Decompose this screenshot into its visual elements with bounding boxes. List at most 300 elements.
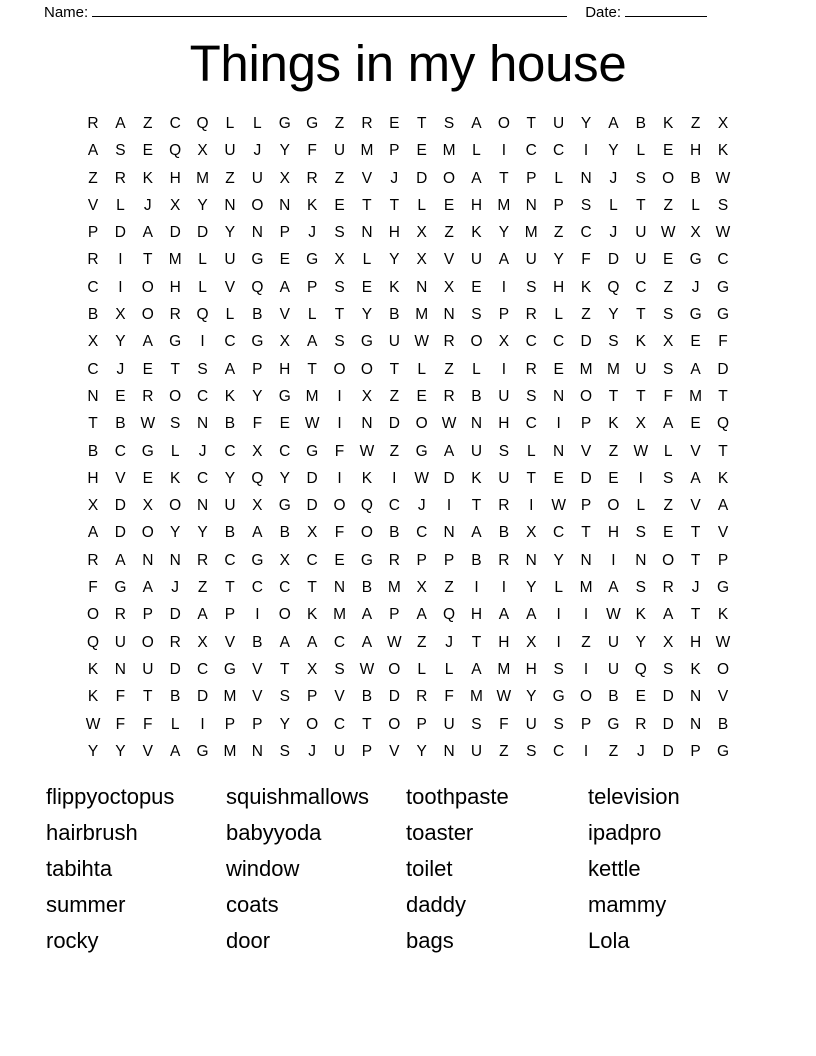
grid-cell[interactable]: S [553,715,564,733]
grid-cell[interactable]: A [416,606,427,624]
grid-cell[interactable]: C [553,333,565,351]
grid-cell[interactable]: P [690,742,701,760]
grid-cell[interactable]: X [306,660,318,678]
grid-cell[interactable]: Y [197,196,208,214]
grid-cell[interactable]: N [553,442,565,460]
grid-cell[interactable]: Q [169,142,182,160]
grid-cell[interactable]: V [580,442,592,460]
grid-cell[interactable]: P [498,306,510,324]
grid-cell[interactable]: P [224,606,236,624]
grid-cell[interactable]: G [251,333,264,351]
grid-cell[interactable]: X [142,497,153,515]
grid-cell[interactable]: V [224,278,236,296]
grid-cell[interactable]: H [470,196,483,214]
grid-cell[interactable]: R [87,551,99,569]
grid-cell[interactable]: L [554,169,563,187]
grid-cell[interactable]: O [141,278,154,296]
grid-cell[interactable]: S [471,306,482,324]
grid-cell[interactable]: P [416,715,427,733]
grid-cell[interactable]: N [361,415,373,433]
grid-cell[interactable]: M [606,360,620,378]
grid-cell[interactable]: X [526,524,537,542]
grid-cell[interactable]: T [389,196,400,214]
grid-cell[interactable]: N [443,742,455,760]
grid-cell[interactable]: J [609,224,618,242]
grid-cell[interactable]: T [526,469,536,487]
grid-cell[interactable]: V [115,469,126,487]
grid-cell[interactable]: P [306,278,318,296]
grid-cell[interactable]: S [498,442,510,460]
grid-cell[interactable]: L [170,442,180,460]
grid-cell[interactable]: Z [334,115,345,132]
grid-cell[interactable]: I [583,606,589,624]
grid-cell[interactable]: L [225,115,235,132]
grid-cell[interactable]: N [251,224,263,242]
grid-cell[interactable]: N [251,742,263,760]
grid-cell[interactable]: S [553,660,564,678]
grid-cell[interactable]: S [526,278,537,296]
grid-cell[interactable]: D [114,224,126,242]
grid-cell[interactable]: R [443,387,455,405]
grid-cell[interactable]: I [556,415,561,433]
grid-cell[interactable]: N [169,551,181,569]
grid-cell[interactable]: L [526,442,536,460]
grid-cell[interactable]: G [141,442,154,460]
grid-cell[interactable]: M [223,688,237,706]
grid-cell[interactable]: U [251,169,263,187]
grid-cell[interactable]: T [88,415,98,433]
grid-cell[interactable]: R [169,633,181,651]
grid-cell[interactable]: U [224,251,236,269]
grid-cell[interactable]: J [253,142,262,160]
grid-cell[interactable]: G [169,333,182,351]
grid-cell[interactable]: A [361,606,373,624]
grid-cell[interactable]: D [388,415,400,433]
grid-cell[interactable]: C [306,551,318,569]
grid-cell[interactable]: U [498,387,510,405]
grid-cell[interactable]: G [716,278,730,296]
grid-cell[interactable]: P [717,551,729,569]
grid-cell[interactable]: G [196,742,209,760]
grid-cell[interactable]: M [168,251,182,269]
grid-cell[interactable]: J [143,196,152,214]
grid-cell[interactable]: B [170,688,181,706]
grid-cell[interactable]: A [608,115,619,132]
grid-cell[interactable]: S [526,387,537,405]
grid-cell[interactable]: S [635,579,646,597]
grid-cell[interactable]: P [580,715,592,733]
grid-cell[interactable]: P [224,715,236,733]
grid-cell[interactable]: U [114,633,126,651]
grid-cell[interactable]: L [554,306,563,324]
grid-cell[interactable]: E [389,115,400,132]
grid-cell[interactable]: J [609,169,618,187]
grid-cell[interactable]: N [525,551,537,569]
grid-cell[interactable]: S [717,196,729,214]
grid-cell[interactable]: I [118,251,123,269]
grid-cell[interactable]: R [635,715,647,733]
grid-cell[interactable]: W [715,633,731,651]
grid-cell[interactable]: R [306,169,318,187]
grid-cell[interactable]: R [361,115,373,132]
grid-cell[interactable]: T [499,169,509,187]
grid-cell[interactable]: U [142,660,154,678]
grid-cell[interactable]: Z [581,306,591,324]
grid-cell[interactable]: I [337,469,342,487]
word-list-item[interactable]: coats [226,892,279,917]
grid-cell[interactable]: I [529,497,534,515]
grid-cell[interactable]: P [87,224,99,242]
grid-cell[interactable]: E [608,469,619,487]
grid-cell[interactable]: Z [553,224,564,242]
grid-cell[interactable]: E [690,333,701,351]
grid-cell[interactable]: T [636,196,646,214]
grid-cell[interactable]: C [388,497,400,515]
grid-cell[interactable]: S [443,115,455,132]
word-list-item[interactable]: toaster [406,820,474,845]
grid-cell[interactable]: W [304,415,320,433]
grid-cell[interactable]: M [415,306,429,324]
grid-cell[interactable]: L [198,251,207,269]
grid-cell[interactable]: M [442,142,456,160]
grid-cell[interactable]: I [118,278,123,296]
grid-cell[interactable]: K [635,333,646,351]
grid-cell[interactable]: K [170,469,181,487]
grid-cell[interactable]: C [525,333,537,351]
word-list-item[interactable]: toilet [406,856,453,881]
grid-cell[interactable]: A [608,579,619,597]
word-list-item[interactable]: television [588,784,680,809]
grid-cell[interactable]: G [278,387,291,405]
grid-cell[interactable]: R [416,688,428,706]
grid-cell[interactable]: G [360,333,373,351]
grid-cell[interactable]: S [115,142,126,160]
grid-cell[interactable]: U [388,333,400,351]
grid-cell[interactable]: P [279,224,290,242]
grid-cell[interactable]: D [580,333,592,351]
grid-cell[interactable]: N [279,196,291,214]
grid-cell[interactable]: F [252,415,263,433]
grid-cell[interactable]: T [389,360,400,378]
grid-cell[interactable]: Z [581,633,591,651]
grid-cell[interactable]: U [635,360,647,378]
grid-cell[interactable]: Y [87,742,99,760]
word-list-item[interactable]: toothpaste [406,784,509,809]
grid-cell[interactable]: I [392,469,397,487]
grid-cell[interactable]: V [224,633,236,651]
grid-cell[interactable]: Y [115,333,126,351]
grid-cell[interactable]: A [471,169,482,187]
grid-cell[interactable]: B [252,306,263,324]
grid-cell[interactable]: A [115,115,126,132]
grid-cell[interactable]: E [142,142,153,160]
grid-cell[interactable]: U [224,497,236,515]
grid-cell[interactable]: D [607,251,620,269]
grid-cell[interactable]: F [115,688,126,706]
grid-cell[interactable]: D [717,360,729,378]
grid-cell[interactable]: N [361,224,373,242]
grid-cell[interactable]: Y [580,115,592,132]
grid-cell[interactable]: K [389,278,400,296]
grid-cell[interactable]: O [580,688,593,706]
grid-cell[interactable]: T [690,524,701,542]
grid-cell[interactable]: D [306,497,318,515]
grid-cell[interactable]: N [114,660,126,678]
grid-cell[interactable]: S [580,196,592,214]
grid-cell[interactable]: N [525,196,537,214]
grid-cell[interactable]: E [663,524,674,542]
grid-cell[interactable]: M [497,660,511,678]
grid-cell[interactable]: A [142,333,153,351]
grid-cell[interactable]: A [443,442,455,460]
grid-cell[interactable]: G [716,579,730,597]
grid-cell[interactable]: B [635,115,646,132]
grid-cell[interactable]: C [251,579,263,597]
word-list-item[interactable]: daddy [406,892,466,917]
grid-cell[interactable]: V [717,688,729,706]
word-list-item[interactable]: ipadpro [588,820,662,845]
grid-cell[interactable]: C [196,387,209,405]
grid-cell[interactable]: T [280,660,290,678]
grid-cell[interactable]: P [389,142,400,160]
grid-cell[interactable]: B [389,306,400,324]
grid-cell[interactable]: A [526,606,537,624]
grid-cell[interactable]: I [501,278,507,296]
grid-cell[interactable]: I [501,360,507,378]
grid-cell[interactable]: S [663,360,674,378]
grid-cell[interactable]: I [337,415,342,433]
grid-cell[interactable]: K [608,415,619,433]
grid-cell[interactable]: K [717,469,729,487]
grid-cell[interactable]: Z [499,742,509,760]
grid-cell[interactable]: G [360,551,373,569]
grid-cell[interactable]: D [416,169,428,187]
grid-cell[interactable]: M [689,387,703,405]
grid-cell[interactable]: S [170,415,181,433]
grid-cell[interactable]: A [471,660,482,678]
grid-cell[interactable]: Z [663,278,673,296]
grid-cell[interactable]: N [553,387,565,405]
grid-cell[interactable]: X [279,551,290,569]
grid-cell[interactable]: K [224,387,236,405]
grid-cell[interactable]: Q [251,469,264,487]
grid-cell[interactable]: I [556,633,561,651]
grid-cell[interactable]: N [690,715,702,733]
grid-cell[interactable]: N [196,415,209,433]
grid-cell[interactable]: C [580,224,592,242]
grid-cell[interactable]: O [497,115,510,132]
grid-cell[interactable]: K [87,688,99,706]
grid-cell[interactable]: O [470,333,483,351]
grid-cell[interactable]: D [662,715,674,733]
grid-cell[interactable]: E [663,142,674,160]
grid-cell[interactable]: A [115,551,126,569]
grid-cell[interactable]: R [662,579,674,597]
word-list-item[interactable]: door [226,928,271,953]
date-input-rule[interactable] [625,3,707,17]
grid-cell[interactable]: N [635,551,647,569]
grid-cell[interactable]: F [444,688,454,706]
grid-cell[interactable]: L [472,142,481,160]
grid-cell[interactable]: N [87,387,99,405]
grid-cell[interactable]: G [278,497,291,515]
grid-cell[interactable]: V [334,688,345,706]
grid-cell[interactable]: X [690,224,701,242]
grid-cell[interactable]: K [635,606,646,624]
grid-cell[interactable]: U [635,224,647,242]
grid-cell[interactable]: X [334,251,345,269]
grid-cell[interactable]: V [279,306,290,324]
grid-cell[interactable]: V [443,251,455,269]
grid-cell[interactable]: Y [416,742,427,760]
grid-cell[interactable]: C [196,469,209,487]
grid-cell[interactable]: H [690,633,702,651]
grid-cell[interactable]: C [717,251,729,269]
grid-cell[interactable]: L [472,360,481,378]
grid-cell[interactable]: L [636,142,646,160]
grid-cell[interactable]: K [87,660,99,678]
grid-cell[interactable]: D [196,224,209,242]
grid-cell[interactable]: A [142,579,153,597]
grid-cell[interactable]: X [279,333,290,351]
grid-cell[interactable]: G [251,251,264,269]
grid-cell[interactable]: S [334,333,345,351]
grid-cell[interactable]: E [279,251,290,269]
grid-cell[interactable]: Z [663,497,673,515]
grid-cell[interactable]: J [308,224,316,242]
grid-cell[interactable]: B [690,169,701,187]
grid-cell[interactable]: Z [225,169,235,187]
grid-cell[interactable]: A [717,497,729,515]
grid-cell[interactable]: T [608,387,619,405]
grid-cell[interactable]: X [115,306,126,324]
grid-cell[interactable]: Y [608,306,619,324]
grid-cell[interactable]: L [307,306,317,324]
grid-cell[interactable]: R [87,251,99,269]
grid-cell[interactable]: M [223,742,237,760]
grid-cell[interactable]: J [308,742,316,760]
grid-cell[interactable]: X [663,333,674,351]
grid-cell[interactable]: S [471,715,482,733]
grid-cell[interactable]: E [142,469,153,487]
grid-cell[interactable]: T [581,524,591,542]
grid-cell[interactable]: B [279,524,290,542]
grid-cell[interactable]: E [334,196,345,214]
grid-cell[interactable]: A [224,360,236,378]
grid-cell[interactable]: C [196,660,209,678]
grid-cell[interactable]: O [388,660,401,678]
grid-cell[interactable]: U [333,142,346,160]
grid-cell[interactable]: V [361,169,373,187]
grid-cell[interactable]: P [553,196,564,214]
grid-cell[interactable]: U [525,715,537,733]
grid-cell[interactable]: O [169,497,182,515]
grid-cell[interactable]: A [170,742,181,760]
grid-cell[interactable]: R [498,551,510,569]
grid-cell[interactable]: F [663,387,673,405]
grid-cell[interactable]: A [471,115,482,132]
grid-cell[interactable]: W [140,415,156,433]
grid-cell[interactable]: N [142,551,154,569]
grid-cell[interactable]: F [499,715,509,733]
grid-cell[interactable]: A [690,360,701,378]
grid-cell[interactable]: M [196,169,210,187]
word-list-item[interactable]: rocky [46,928,99,953]
grid-cell[interactable]: Y [252,387,263,405]
grid-cell[interactable]: E [142,360,153,378]
grid-cell[interactable]: T [718,442,728,460]
grid-cell[interactable]: I [200,715,205,733]
grid-cell[interactable]: E [443,196,455,214]
grid-cell[interactable]: E [416,142,427,160]
grid-cell[interactable]: Q [607,278,620,296]
grid-cell[interactable]: L [198,278,207,296]
grid-cell[interactable]: G [306,115,319,132]
word-list-item[interactable]: summer [46,892,126,917]
grid-cell[interactable]: L [417,196,426,214]
grid-cell[interactable]: U [607,633,620,651]
grid-cell[interactable]: A [197,606,208,624]
grid-cell[interactable]: O [580,387,593,405]
grid-cell[interactable]: H [498,415,510,433]
grid-cell[interactable]: G [689,306,702,324]
grid-cell[interactable]: M [387,579,401,597]
grid-cell[interactable]: Y [635,633,646,651]
grid-cell[interactable]: D [169,224,181,242]
grid-cell[interactable]: D [580,469,592,487]
grid-cell[interactable]: W [85,715,101,733]
grid-cell[interactable]: W [359,660,375,678]
grid-cell[interactable]: O [141,633,154,651]
grid-cell[interactable]: K [142,169,153,187]
grid-cell[interactable]: U [470,742,483,760]
grid-cell[interactable]: R [388,551,400,569]
grid-cell[interactable]: E [115,387,126,405]
grid-cell[interactable]: V [87,196,99,214]
grid-cell[interactable]: I [255,606,260,624]
grid-cell[interactable]: I [583,742,589,760]
grid-cell[interactable]: Z [608,442,619,460]
grid-cell[interactable]: L [691,196,700,214]
grid-cell[interactable]: P [580,497,592,515]
word-list-item[interactable]: babyyoda [226,820,322,845]
grid-cell[interactable]: Z [197,579,208,597]
grid-cell[interactable]: Q [86,633,100,651]
grid-cell[interactable]: M [360,142,374,160]
grid-cell[interactable]: Y [553,551,564,569]
grid-cell[interactable]: X [87,497,99,515]
grid-cell[interactable]: S [526,742,537,760]
grid-cell[interactable]: S [663,469,674,487]
grid-cell[interactable]: A [498,251,510,269]
grid-cell[interactable]: T [225,579,235,597]
grid-cell[interactable]: I [446,497,452,515]
grid-cell[interactable]: Y [361,306,373,324]
grid-cell[interactable]: H [279,360,291,378]
grid-cell[interactable]: C [553,142,565,160]
grid-cell[interactable]: K [306,606,318,624]
grid-cell[interactable]: W [715,224,731,242]
grid-cell[interactable]: B [115,415,126,433]
grid-cell[interactable]: D [443,469,455,487]
grid-cell[interactable]: Y [279,469,290,487]
grid-cell[interactable]: X [635,415,646,433]
word-search-grid[interactable] [79,110,736,765]
grid-cell[interactable]: C [169,115,181,132]
grid-cell[interactable]: B [389,524,400,542]
grid-cell[interactable]: F [334,442,345,460]
grid-cell[interactable]: Y [526,688,537,706]
